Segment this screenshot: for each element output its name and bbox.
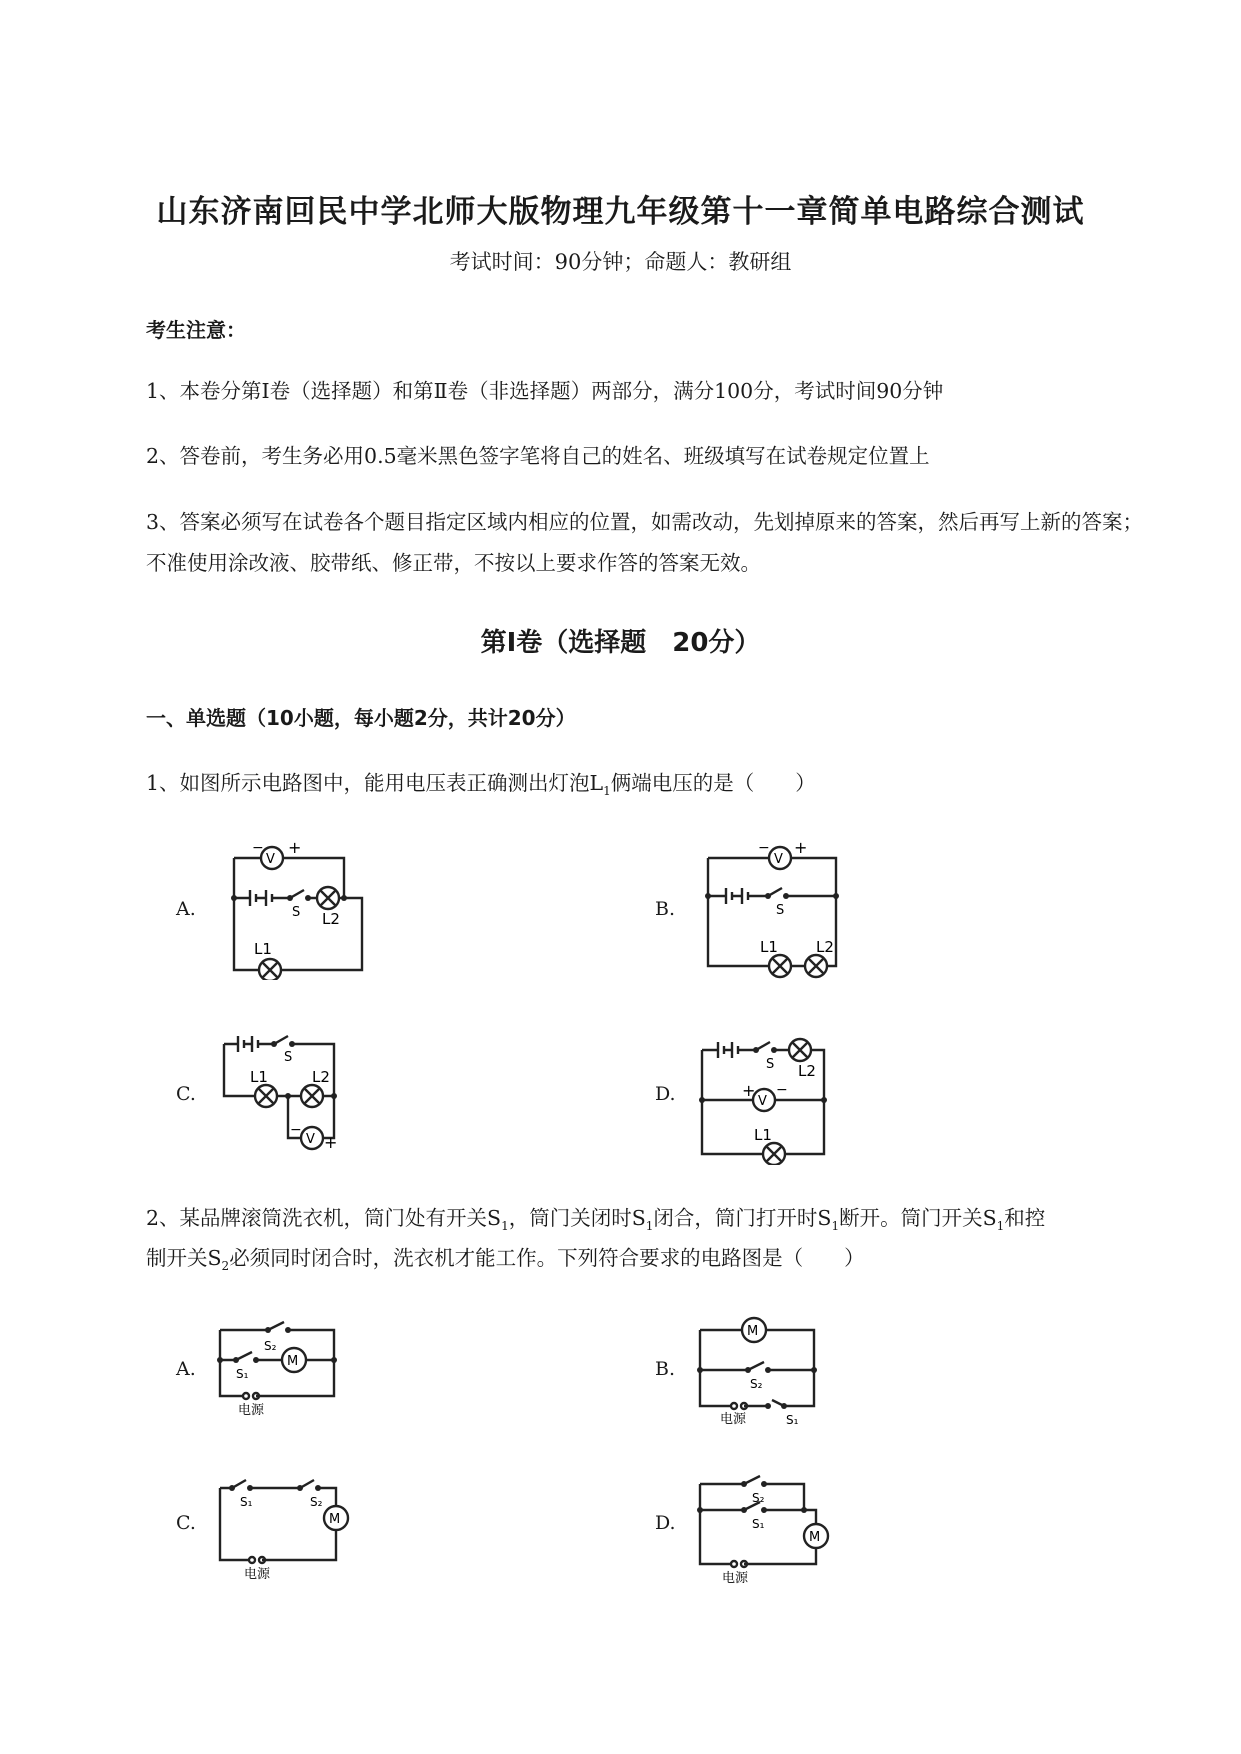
- lamp-label-l1: L1: [254, 940, 272, 958]
- lamp-label-l1: L1: [250, 1068, 268, 1086]
- voltmeter-label: V: [266, 852, 275, 867]
- q2-circuit-diagram-a: [212, 1316, 342, 1416]
- page-title: 山东济南回民中学北师大版物理九年级第十一章简单电路综合测试: [156, 194, 1085, 230]
- switch-label: S: [766, 1057, 775, 1072]
- switch-s1-label: S₁: [240, 1495, 253, 1509]
- switch-s2-label: S₂: [264, 1339, 277, 1353]
- minus-sign: −: [252, 840, 264, 856]
- q2-option-b-label: B.: [655, 1358, 676, 1380]
- lamp-label-l2: L2: [322, 910, 340, 928]
- q2-option-d-label: D.: [655, 1512, 676, 1534]
- lamp-label-l2: L2: [312, 1068, 330, 1086]
- switch-s1-label: S₁: [236, 1367, 249, 1381]
- lamp-label-l2: L2: [798, 1062, 816, 1080]
- q1-option-d-label: D.: [655, 1083, 676, 1105]
- subscript: 1: [501, 1219, 509, 1234]
- voltmeter-label: V: [306, 1132, 315, 1147]
- motor-label: M: [747, 1324, 759, 1339]
- q2-option-c-label: C.: [176, 1512, 196, 1534]
- q1-circuit-diagram-c: [216, 1030, 366, 1165]
- q2-text-3: 闭合，筒门打开时S: [653, 1206, 832, 1230]
- q2-circuit-diagram-b: [692, 1316, 822, 1426]
- switch-s2-label: S₂: [750, 1377, 763, 1391]
- motor-label: M: [809, 1530, 821, 1545]
- q2-circuit-diagram-c: [212, 1470, 362, 1580]
- q2-option-a-label: A.: [176, 1358, 196, 1380]
- power-source-label: 电源: [722, 1571, 749, 1585]
- power-source-label: 电源: [238, 1403, 265, 1416]
- plus-sign: +: [288, 838, 302, 857]
- switch-s2-label: S₂: [752, 1491, 765, 1505]
- switch-s1-label: S₁: [786, 1413, 799, 1426]
- voltmeter-label: V: [774, 852, 783, 867]
- switch-label: S: [776, 903, 785, 918]
- switch-s2-label: S₂: [310, 1495, 323, 1509]
- notice-item-1: 1、本卷分第Ⅰ卷（选择题）和第Ⅱ卷（非选择题）两部分，满分100分，考试时间90分钟: [146, 379, 944, 403]
- motor-label: M: [329, 1512, 341, 1527]
- q2-text-7: 必须同时闭合时，洗衣机才能工作。下列符合要求的电路图是（ ）: [229, 1246, 865, 1270]
- lamp-label-l2: L2: [816, 938, 834, 956]
- question-1-part-a: 1、如图所示电路图中，能用电压表正确测出灯泡L: [146, 771, 604, 795]
- plus-sign: +: [794, 838, 808, 857]
- q1-option-c-label: C.: [176, 1083, 196, 1105]
- q1-option-b-label: B.: [655, 898, 676, 920]
- q2-text-6: 制开关S: [146, 1246, 222, 1270]
- notice-item-3: 3、答案必须写在试卷各个题目指定区域内相应的位置，如需改动，先划掉原来的答案，然后再写上新的答案；不准使用涂改液、胶带纸、修正带，不按以上要求作答的答案无效。: [146, 510, 1144, 575]
- section-subtitle: 一、单选题（10小题，每小题2分，共计20分）: [146, 706, 576, 730]
- minus-sign: −: [290, 1122, 302, 1138]
- q2-text-2: ，筒门关闭时S: [508, 1206, 646, 1230]
- power-source-label: 电源: [720, 1412, 747, 1426]
- question-1-part-b: 俩端电压的是（ ）: [610, 771, 816, 795]
- section-title: 第Ⅰ卷（选择题 20分）: [480, 628, 761, 658]
- power-source-label: 电源: [244, 1567, 271, 1580]
- subscript: 1: [831, 1219, 840, 1234]
- exam-info: 考试时间：90分钟；命题人：教研组: [449, 250, 792, 274]
- notice-item-2: 2、答卷前，考生务必用0.5毫米黑色签字笔将自己的姓名、班级填写在试卷规定位置上: [146, 444, 930, 468]
- minus-sign: −: [758, 840, 770, 856]
- question-1-text: [146, 763, 1156, 812]
- q1-option-a-label: A.: [176, 898, 196, 920]
- plus-sign: +: [324, 1133, 338, 1152]
- lamp-label-l1: L1: [760, 938, 778, 956]
- lamp-label-l1: L1: [754, 1126, 772, 1144]
- q2-text-5: 和控: [1004, 1206, 1046, 1230]
- q1-circuit-diagram-a: [220, 838, 380, 980]
- subscript: 1: [603, 784, 611, 799]
- subscript: 2: [221, 1259, 230, 1274]
- minus-sign: −: [776, 1082, 788, 1098]
- question-2-line-2: [146, 1238, 1156, 1287]
- q1-circuit-diagram-d: [694, 1030, 844, 1165]
- q2-circuit-diagram-d: [692, 1470, 842, 1585]
- plus-sign: +: [742, 1081, 756, 1100]
- voltmeter-label: V: [758, 1094, 767, 1109]
- subscript: 1: [996, 1219, 1005, 1234]
- q2-text-1: 2、某品牌滚筒洗衣机，筒门处有开关S: [146, 1206, 502, 1230]
- subscript: 1: [645, 1219, 654, 1234]
- q2-text-4: 断开。筒门开关S: [839, 1206, 997, 1230]
- switch-label: S: [292, 905, 301, 920]
- motor-label: M: [287, 1354, 299, 1369]
- switch-label: S: [284, 1050, 293, 1065]
- notice-heading: 考生注意：: [146, 318, 246, 342]
- switch-s1-label: S₁: [752, 1517, 765, 1531]
- q1-circuit-diagram-b: [700, 838, 850, 980]
